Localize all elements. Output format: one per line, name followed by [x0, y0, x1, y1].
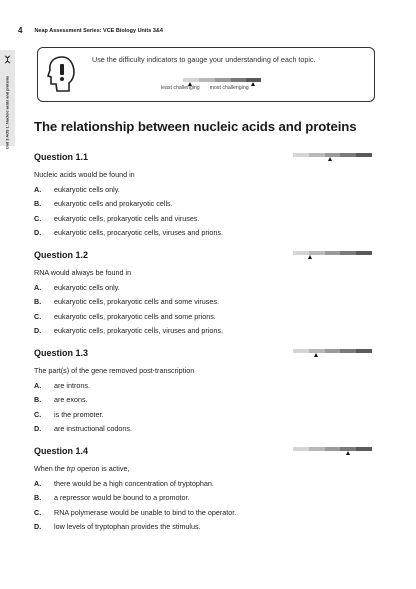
difficulty-bar-segment [293, 349, 309, 353]
difficulty-instruction: Use the difficulty indicators to gauge your understanding of each topic. [92, 55, 316, 64]
difficulty-pointer [308, 255, 312, 259]
section-title: The relationship between nucleic acids and proteins [34, 119, 357, 134]
difficulty-bar-segment [325, 153, 341, 157]
question-block [34, 348, 374, 433]
question-title: Question 1.4 [34, 446, 89, 456]
question-stem: The part(s) of the gene removed post-transcription [34, 366, 195, 375]
answer-option[interactable] [34, 214, 374, 223]
difficulty-pointer [328, 157, 332, 161]
answer-option[interactable] [34, 410, 374, 419]
stem-suffix: operon is active, [75, 464, 130, 473]
option-letter: C. [34, 311, 42, 321]
option-letter: D. [34, 326, 42, 336]
question-title: Question 1.1 [34, 152, 89, 162]
option-text: there would be a high concentration of tryptophan. [54, 478, 214, 488]
difficulty-bar-segment [356, 251, 372, 255]
difficulty-bar-segment [325, 447, 341, 451]
difficulty-pointer [314, 353, 318, 357]
difficulty-bar-segment [325, 349, 341, 353]
difficulty-bar-segment [309, 447, 325, 451]
option-letter: D. [34, 228, 42, 238]
option-text: RNA polymerase would be unable to bind to the operator. [54, 507, 237, 517]
question-stem [34, 464, 374, 473]
answer-option[interactable] [34, 493, 374, 502]
option-text: eukaryotic cells, prokaryotic cells and viruses. [54, 213, 200, 223]
answer-option[interactable] [34, 185, 374, 194]
question-stem: Nucleic acids would be found in [34, 170, 135, 179]
option-text: eukaryotic cells only. [54, 184, 120, 194]
option-letter: B. [34, 297, 42, 307]
difficulty-bar-segment [293, 251, 309, 255]
option-text: low levels of tryptophan provides the stimulus. [54, 522, 201, 532]
option-text: are introns. [54, 380, 90, 390]
option-letter: C. [34, 213, 42, 223]
option-text: eukaryotic cells, prokaryotic cells and some viruses. [54, 297, 219, 307]
legend-labels [161, 85, 249, 91]
option-text: are exons. [54, 395, 88, 405]
difficulty-bar-segment [293, 153, 309, 157]
option-letter: A. [34, 282, 42, 292]
legend-difficulty-bar [183, 78, 261, 82]
difficulty-info-box [37, 47, 375, 102]
option-text: eukaryotic cells, prokaryotic cells, viruses and prions. [54, 326, 223, 336]
question-stem: RNA would always be found in [34, 268, 132, 277]
difficulty-bar [293, 349, 372, 353]
least-challenging-label: least challenging [161, 85, 200, 91]
answer-option[interactable] [34, 326, 374, 335]
stem-italic-trp: trp [66, 464, 76, 473]
question-title: Question 1.3 [34, 348, 89, 358]
option-letter: C. [34, 507, 42, 517]
answer-option[interactable] [34, 381, 374, 390]
dna-icon [3, 55, 12, 64]
question-block [34, 446, 374, 531]
answer-option[interactable] [34, 479, 374, 488]
option-letter: B. [34, 493, 42, 503]
answer-option[interactable] [34, 508, 374, 517]
difficulty-bar [293, 447, 372, 451]
answer-option[interactable] [34, 312, 374, 321]
answer-option[interactable] [34, 283, 374, 292]
option-text: eukaryotic cells only. [54, 282, 120, 292]
option-letter: B. [34, 395, 42, 405]
option-text: eukaryotic cells and prokaryotic cells. [54, 199, 173, 209]
question-block [34, 152, 374, 237]
option-text: a repressor would be bound to a promotor. [54, 493, 190, 503]
difficulty-bar [293, 153, 372, 157]
option-letter: D. [34, 424, 42, 434]
answer-option[interactable] [34, 522, 374, 531]
head-exclamation-icon [47, 54, 77, 94]
option-text: eukaryotic cells, prokaryotic cells and some prions. [54, 311, 216, 321]
difficulty-bar [293, 251, 372, 255]
answer-option[interactable] [34, 395, 374, 404]
option-letter: A. [34, 380, 42, 390]
difficulty-bar-segment [340, 251, 356, 255]
difficulty-bar-segment [293, 447, 309, 451]
question-block [34, 250, 374, 335]
option-letter: D. [34, 522, 42, 532]
option-text: eukaryotic cells, procaryotic cells, viruses and prions. [54, 228, 223, 238]
question-title: Question 1.2 [34, 250, 89, 260]
side-tab-label: Unit 3 AOS 1: Nucleic acids and proteins [5, 75, 10, 150]
answer-option[interactable] [34, 424, 374, 433]
option-letter: B. [34, 199, 42, 209]
option-text: are instructional codons. [54, 424, 132, 434]
legend-most-pointer [251, 82, 255, 86]
most-challenging-label: most challenging [209, 85, 249, 91]
difficulty-bar-segment [356, 447, 372, 451]
difficulty-bar-segment [340, 153, 356, 157]
answer-option[interactable] [34, 297, 374, 306]
answer-option[interactable] [34, 199, 374, 208]
page-header [18, 26, 163, 35]
difficulty-bar-segment [356, 349, 372, 353]
option-letter: C. [34, 409, 42, 419]
stem-prefix: When the [34, 464, 67, 473]
difficulty-bar-segment [340, 349, 356, 353]
answer-option[interactable] [34, 228, 374, 237]
difficulty-pointer [346, 451, 350, 455]
option-text: is the promoter. [54, 409, 104, 419]
series-title: Neap Assessment Series: VCE Biology Units 3&4 [34, 27, 163, 34]
difficulty-bar-segment [356, 153, 372, 157]
option-letter: A. [34, 478, 42, 488]
page-number: 4 [18, 26, 23, 35]
difficulty-bar-segment [309, 153, 325, 157]
option-letter: A. [34, 184, 42, 194]
difficulty-bar-segment [325, 251, 341, 255]
